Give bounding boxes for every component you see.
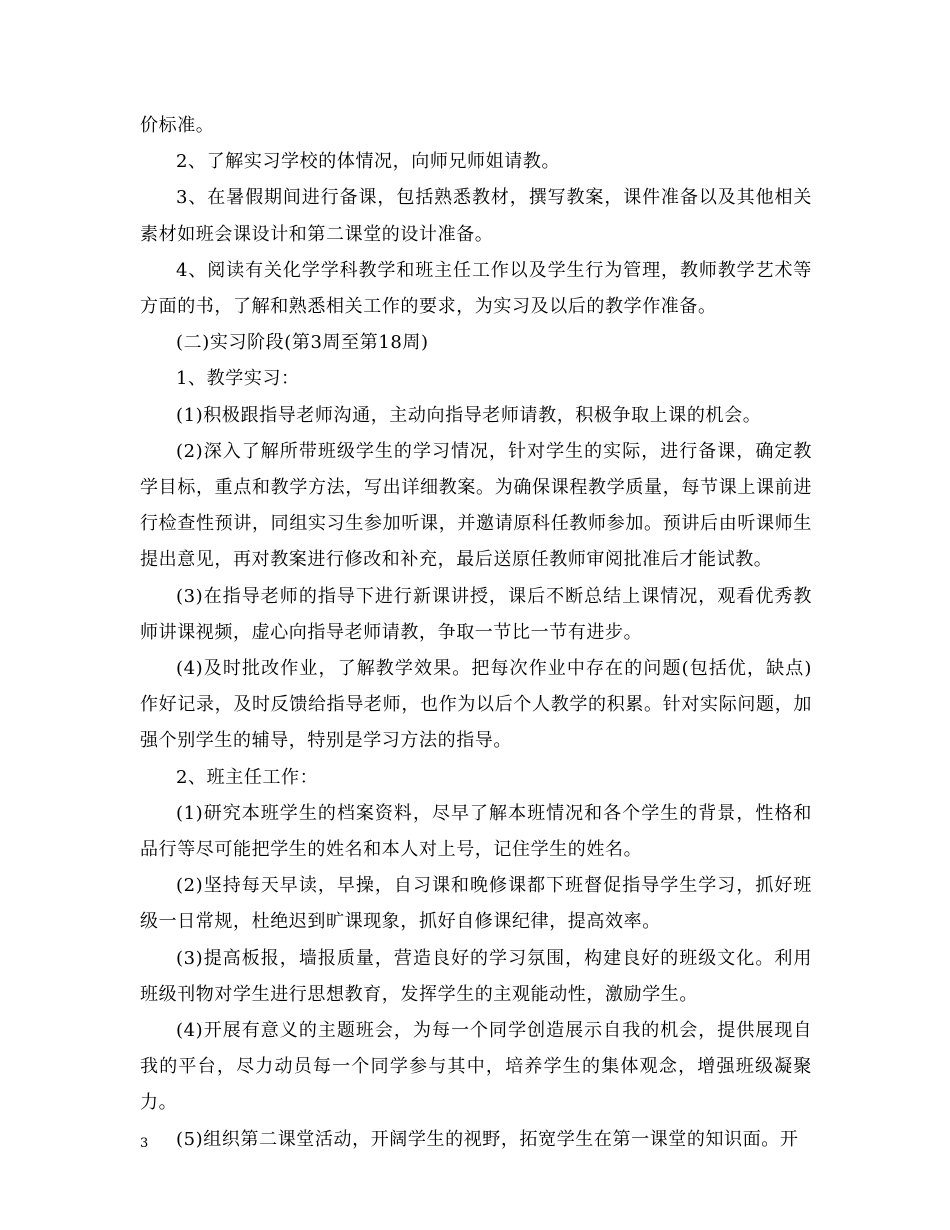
paragraph: 价标准。: [140, 115, 215, 136]
paragraph: (3)在指导老师的指导下进行新课讲授，课后不断总结上课情况，观看优秀教师讲课视频，虚心向指导老师请教，争取一节比一节有进步。: [140, 585, 812, 643]
paragraph: 3、在暑假期间进行备课，包括熟悉教材，撰写教案，课件准备以及其他相关素材如班会课设计和第二课堂的设计准备。: [140, 187, 812, 245]
paragraph: (1)积极跟指导老师沟通，主动向指导老师请教，积极争取上课的机会。: [176, 404, 762, 426]
paragraph: (4)及时批改作业，了解教学效果。把每次作业中存在的问题(包括优，缺点)作好记录，及时反馈给指导老师，也作为以后个人教学的积累。针对实际问题，加强个别学生的辅导，特别是学习方法的指导。: [140, 658, 812, 752]
subsection-heading: 1、教学实习：: [176, 368, 300, 390]
paragraph: (2)深入了解所带班级学生的学习情况，针对学生的实际，进行备课，确定教学目标，重点和教学方法，写出详细教案。为确保课程教学质量，每节课上课前进行检查性预讲，同组实习生参加听课，并邀请原科任教师参加。预讲后由听课师生提出意见，再对教案进行修改和补充，最后送原任教师审阅批准后才能试教。: [140, 440, 812, 571]
document-body: [140, 108, 812, 1158]
subsection-heading: 2、班主任工作：: [176, 766, 319, 788]
section-heading: (二)实习阶段(第3周至第18周): [176, 332, 429, 354]
paragraph: 2、了解实习学校的体情况，向师兄师姐请教。: [176, 151, 561, 173]
paragraph: 4、阅读有关化学学科教学和班主任工作以及学生行为管理，教师教学艺术等方面的书，了解和熟悉相关工作的要求，为实习及以后的教学作准备。: [140, 259, 812, 318]
paragraph: (5)组织第二课堂活动，开阔学生的视野，拓宽学生在第一课堂的知识面。开: [176, 1128, 799, 1150]
paragraph: (3)提高板报，墙报质量，营造良好的学习氛围，构建良好的班级文化。利用班级刊物对学生进行思想教育，发挥学生的主观能动性，激励学生。: [140, 947, 812, 1005]
paragraph: (4)开展有意义的主题班会，为每一个同学创造展示自我的机会，提供展现自我的平台，尽力动员每一个同学参与其中，培养学生的集体观念，增强班级凝聚力。: [140, 1020, 812, 1114]
paragraph: (1)研究本班学生的档案资料，尽早了解本班情况和各个学生的背景，性格和品行等尽可能把学生的姓名和本人对上号，记住学生的姓名。: [140, 802, 812, 861]
page-number: 3: [140, 1136, 149, 1151]
paragraph: (2)坚持每天早读，早操，自习课和晚修课都下班督促指导学生学习，抓好班级一日常规，杜绝迟到旷课现象，抓好自修课纪律，提高效率。: [140, 875, 812, 933]
